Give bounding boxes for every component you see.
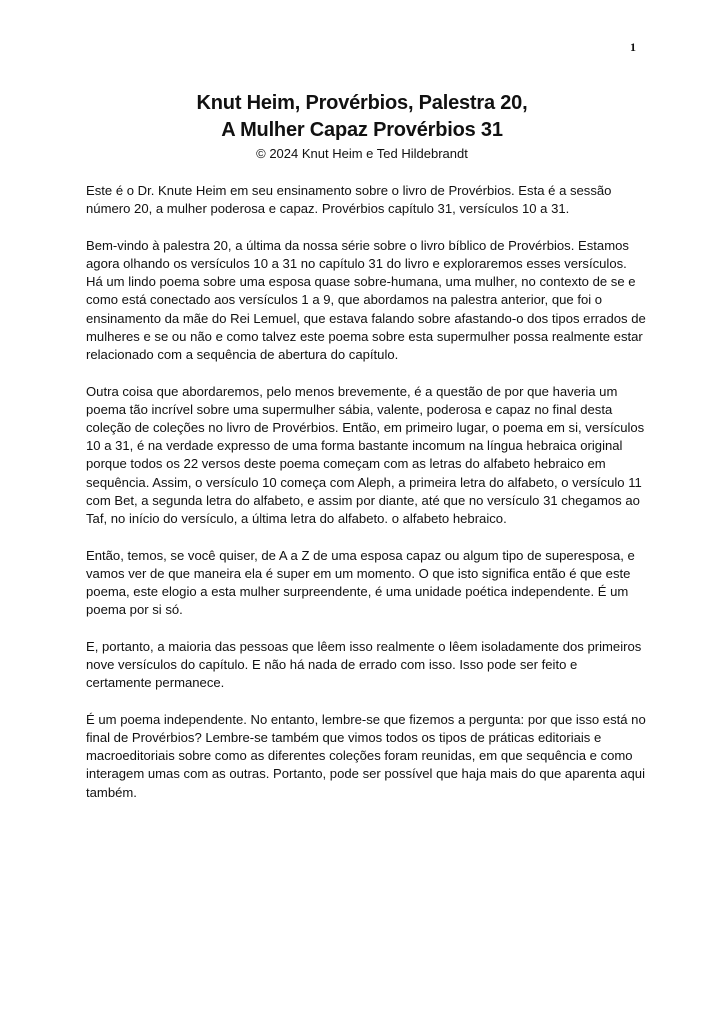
document-title-line-1: Knut Heim, Provérbios, Palestra 20, [196, 92, 528, 114]
paragraph-1: Este é o Dr. Knute Heim em seu ensinamento sobre o livro de Provérbios. Esta é a sessão número 20, a mulher poderosa e capaz. Provérbios capítulo 31, versículos 10 a 31. [86, 183, 612, 217]
paragraph-2: Bem-vindo à palestra 20, a última da nossa série sobre o livro bíblico de Provérbios. Estamos agora olhando os versículos 10 a 31 no capítulo 31 do livro e exploraremos esses versículos. Há um lindo poema sobre uma esposa quase sobre-humana, uma mulher, no contexto de se e como está conectado aos versículos 1 a 9, que abordamos na palestra anterior, que foi o ensinamento da mãe do Rei Lemuel, que estava falando sobre afastando-o dos tipos errados de mulheres e se ou não e como talvez este poema sobre esta supermulher possa realmente estar relacionado com a sequência de abertura do capítulo. [86, 237, 646, 363]
document-header [0, 90, 724, 163]
document-body [86, 182, 646, 820]
copyright-notice: © 2024 Knut Heim e Ted Hildebrandt [256, 146, 468, 161]
paragraph-6: É um poema independente. No entanto, lembre-se que fizemos a pergunta: por que isso está no final de Provérbios? Lembre-se também que vimos todos os tipos de práticas editoriais e macroeditoriais sobre como as diferentes coleções foram reunidas, em que sequência e como interagem umas com as outras. Portanto, pode ser possível que haja mais do que aparenta aqui também. [86, 711, 646, 800]
paragraph-3: Outra coisa que abordaremos, pelo menos brevemente, é a questão de por que haveria um poema tão incrível sobre uma supermulher sábia, valente, poderosa e capaz no final desta coleção de coleções no livro de Provérbios. Então, em primeiro lugar, o poema em si, versículos 10 a 31, é na verdade expresso de uma forma bastante incomum na língua hebraica original porque todos os 22 versos deste poema começam com as letras do alfabeto hebraico em sequência. Assim, o versículo 10 começa com Aleph, a primeira letra do alfabeto, o versículo 11 com Bet, a segunda letra do alfabeto, e assim por diante, até que no versículo 31 chegamos ao Taf, no início do versículo, a última letra do alfabeto. o alfabeto hebraico. [86, 383, 645, 527]
document-title-line-2: A Mulher Capaz Provérbios 31 [221, 119, 503, 141]
paragraph-4: Então, temos, se você quiser, de A a Z de uma esposa capaz ou algum tipo de superesposa, e vamos ver de que maneira ela é super em um momento. O que isto significa então é que este poema, este elogio a esta mulher surpreendente, é uma unidade poética independente. É um poema por si só. [86, 547, 635, 618]
page-number: 1 [630, 40, 636, 54]
paragraph-5: E, portanto, a maioria das pessoas que lêem isso realmente o lêem isoladamente dos primeiros nove versículos do capítulo. E não há nada de errado com isso. Isso pode ser feito e certamente permanece. [86, 638, 642, 691]
